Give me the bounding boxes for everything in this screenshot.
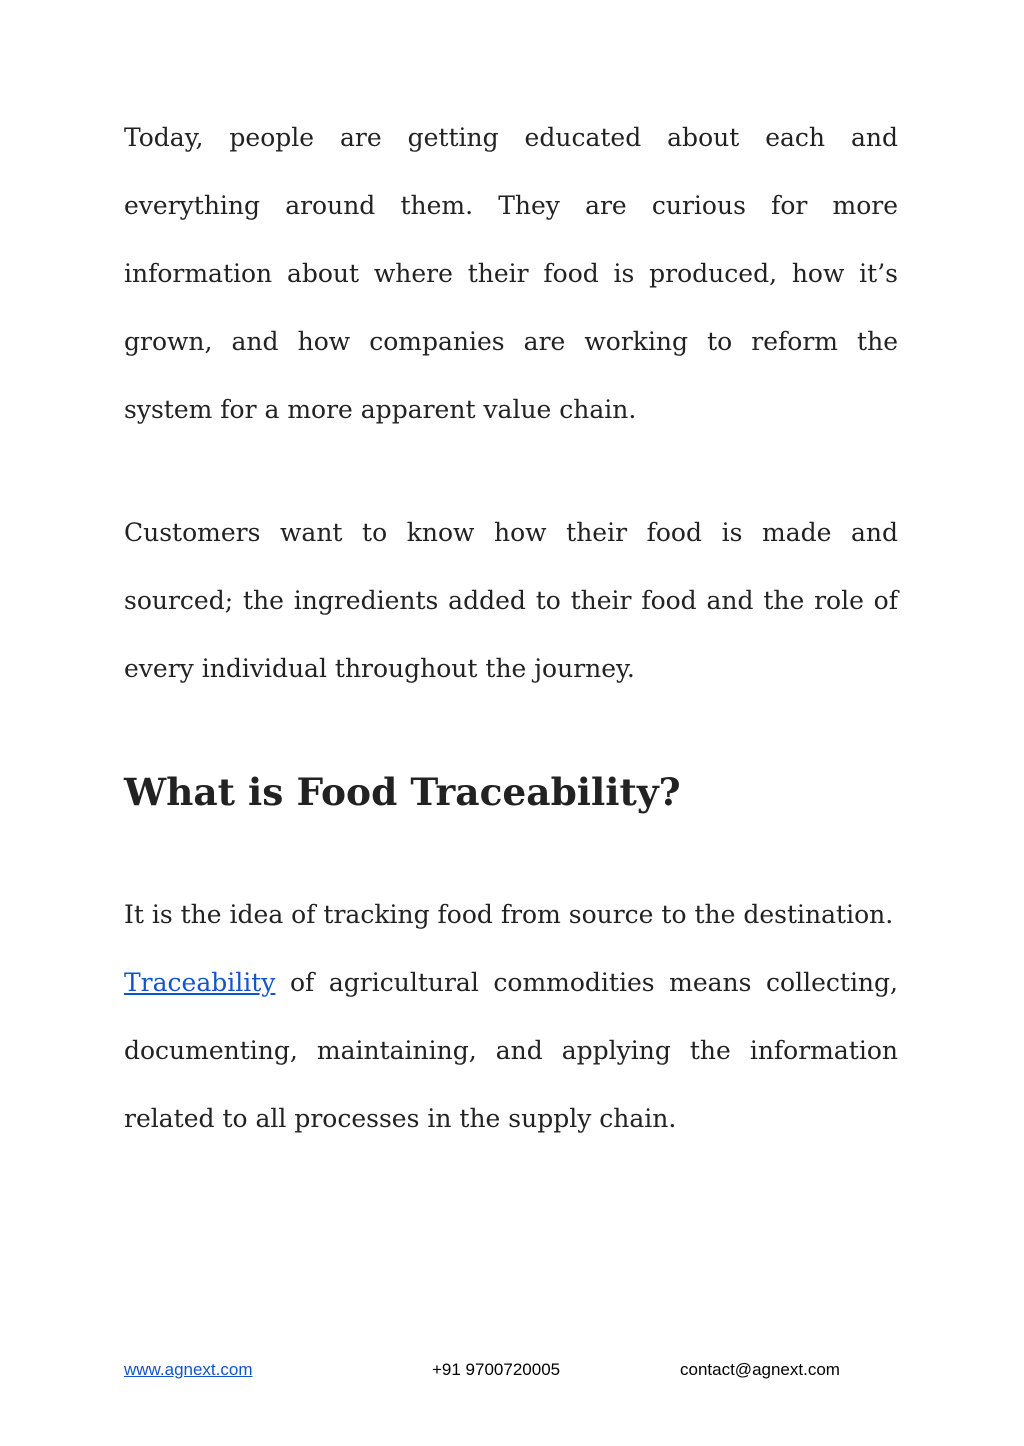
- traceability-rest-text: of agricultural commodities means collecting, documenting, maintaining, and applying the information related to all processes in the supply chain.: [124, 968, 898, 1133]
- intro-paragraph: Today, people are getting educated about each and everything around them. They are curious for more information about where their food is produced, how it’s grown, and how companies are working to reform the system for a more apparent value chain.: [124, 123, 898, 424]
- traceability-paragraph: [124, 881, 898, 1153]
- footer-phone: +91 9700720005: [432, 1360, 561, 1379]
- page-footer: [0, 1360, 1024, 1384]
- footer-email: contact@agnext.com: [680, 1360, 840, 1379]
- footer-website-link[interactable]: www.agnext.com: [124, 1360, 253, 1379]
- document-body: [124, 104, 898, 1153]
- traceability-intro-text: It is the idea of tracking food from source to the destination.: [124, 900, 894, 929]
- customers-paragraph: Customers want to know how their food is made and sourced; the ingredients added to their food and the role of every individual throughout the journey.: [124, 518, 898, 683]
- traceability-link[interactable]: Traceability: [124, 968, 276, 997]
- section-heading: What is Food Traceability?: [124, 770, 681, 814]
